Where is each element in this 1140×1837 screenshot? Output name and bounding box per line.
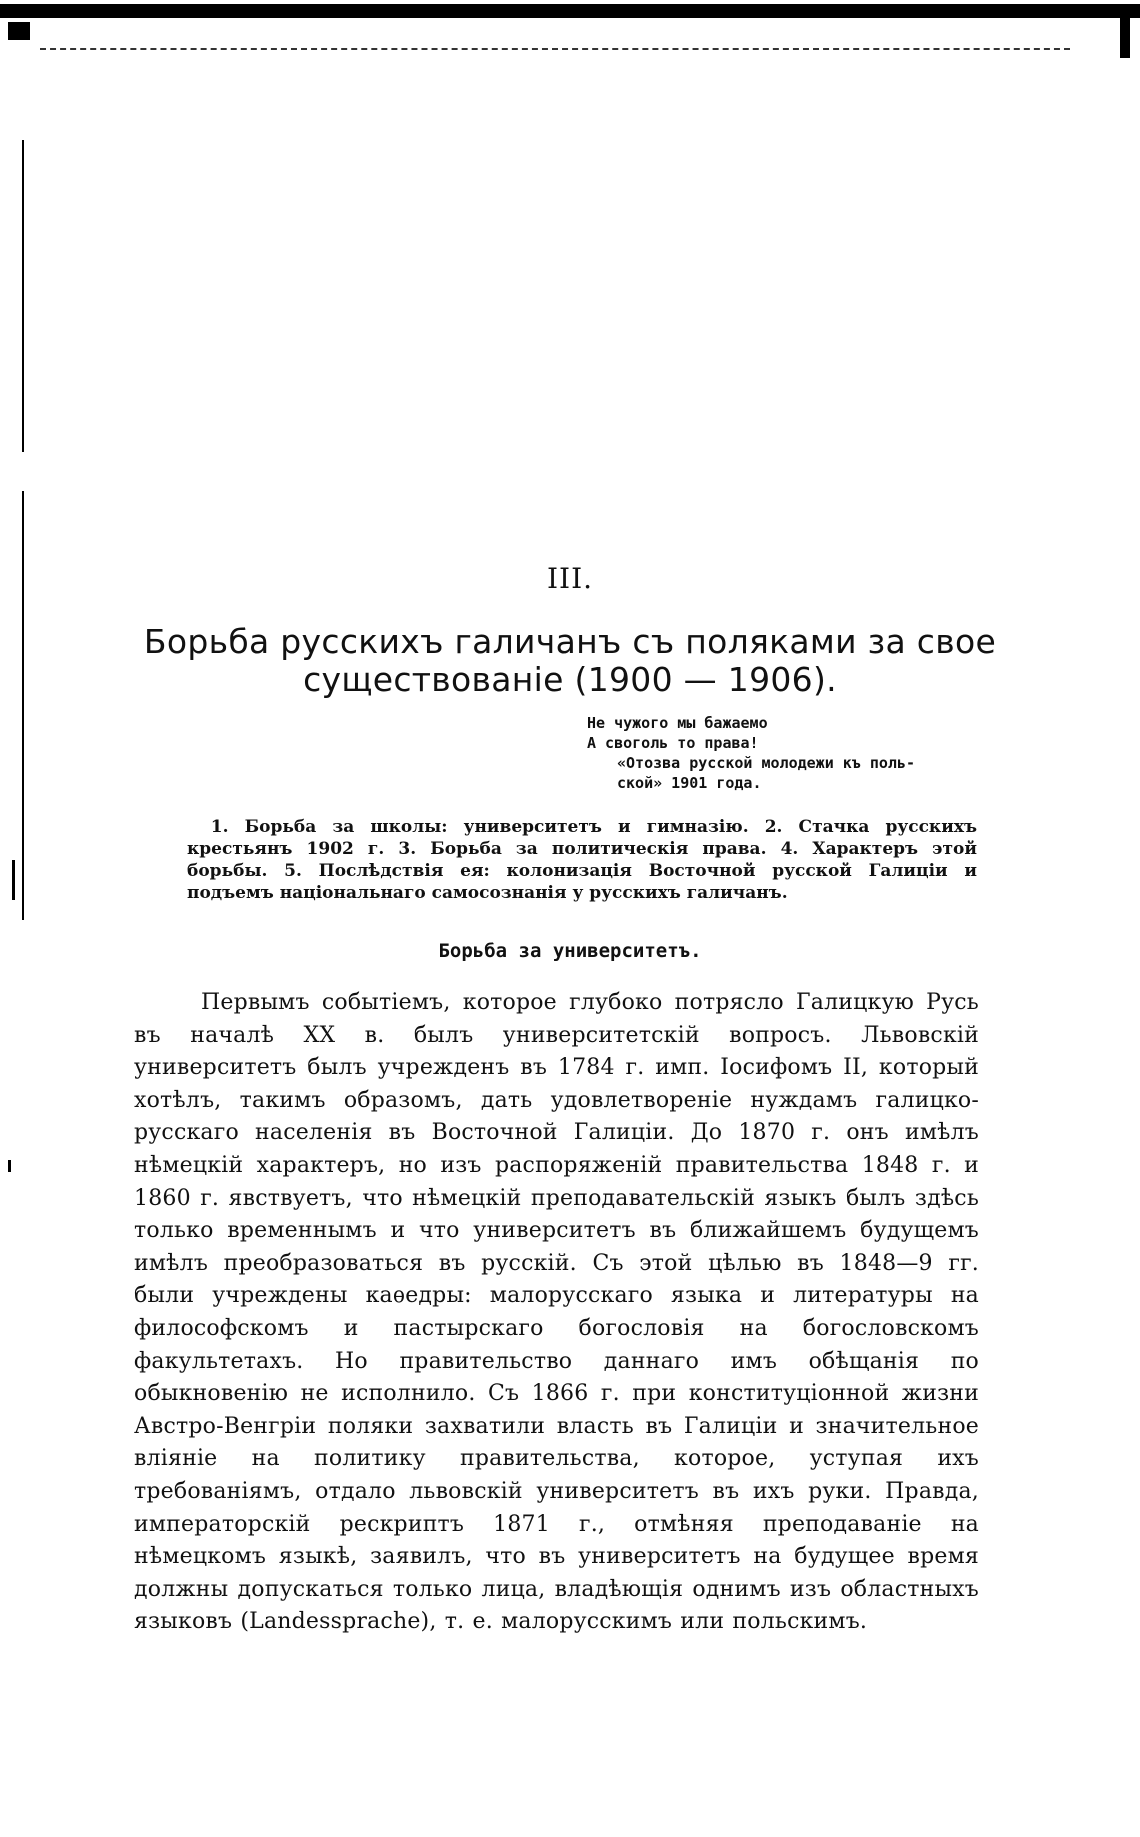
- scan-left-edge-mark: [12, 860, 15, 900]
- section-heading: Борьба за университетъ.: [438, 940, 702, 962]
- scan-corner-mark-left: [8, 22, 30, 40]
- scan-corner-mark-right: [1120, 18, 1130, 58]
- chapter-summary: 1. Борьба за школы: университетъ и гимназію. 2. Стачка русскихъ крестьянъ 1902 г. 3. Борьба за политическія права. 4. Характеръ этой борьбы. 5. Послѣдствія ея: колонизація Восточной русской Галиціи и подъемъ національнаго самосознанія у русскихъ галичанъ.: [187, 817, 977, 903]
- scan-left-edge-mark: [8, 1160, 11, 1172]
- scan-top-streak: [40, 48, 1070, 50]
- scan-top-border: [0, 4, 1140, 18]
- chapter-title: [120, 623, 1020, 699]
- body-paragraph: Первымъ событіемъ, которое глубоко потрясло Галицкую Русь въ началѣ XX в. былъ университетскій вопросъ. Львовскій университетъ былъ учрежденъ въ 1784 г. имп. Іосифомъ II, который хотѣлъ, такимъ образомъ, дать удовлетвореніе нуждамъ галицко-русскаго населенія въ Восточной Галиціи. До 1870 г. онъ имѣлъ нѣмецкій характеръ, но изъ распоряженій правительства 1848 г. и 1860 г. явствуетъ, что нѣмецкій преподавательскій языкъ былъ здѣсь только временнымъ и что университетъ въ ближайшемъ будущемъ имѣлъ преобразоваться въ русскій. Съ этой цѣлью въ 1848—9 гг. были учреждены каѳедры: малорусскаго языка и литературы на философскомъ и пастырскаго богословія на богословскомъ факультетахъ. Но правительство даннаго имъ обѣщанія по обыкновенію не исполнило. Съ 1866 г. при конституціонной жизни Австро-Венгріи поляки захватили власть въ Галиціи и значительное вліяніе на политику правительства, которое, уступая ихъ требованіямъ, отдало львовскій университетъ въ ихъ руки. Правда, императорскій рескриптъ 1871 г., отмѣняя преподаваніе на нѣмецкомъ языкѣ, заявилъ, что въ университетъ на будущее время должны допускаться только лица, владѣющія однимъ изъ областныхъ языковъ (Landessprache), т. е. малорусскимъ или польскимъ.: [134, 990, 979, 1635]
- epigraph-line: А своголь то права!: [587, 734, 759, 752]
- chapter-number: III.: [546, 562, 594, 595]
- epigraph: [587, 713, 987, 793]
- epigraph-line: ской» 1901 года.: [617, 774, 762, 792]
- epigraph-line: «Отозва русской молодежи къ поль-: [617, 754, 916, 772]
- chapter-title-line: Борьба русскихъ галичанъ съ поляками за свое: [143, 622, 997, 661]
- chapter-title-line: существованіе (1900 — 1906).: [303, 660, 837, 699]
- scan-left-edge-line: [22, 140, 24, 920]
- epigraph-line: Не чужого мы бажаемо: [587, 714, 768, 732]
